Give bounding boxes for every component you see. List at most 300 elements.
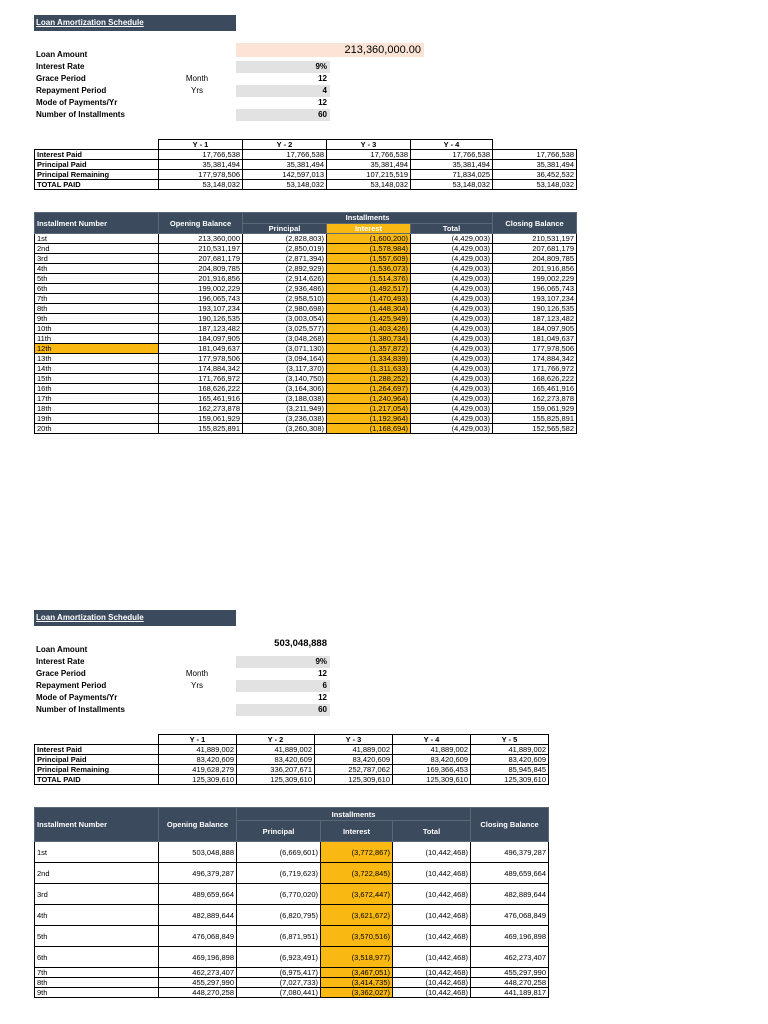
closing-balance-cell[interactable]: 201,916,856 bbox=[493, 264, 577, 274]
schedule-row bbox=[35, 394, 577, 404]
schedule-row bbox=[35, 884, 549, 905]
closing-balance-cell[interactable]: 455,297,990 bbox=[471, 968, 549, 978]
interest-cell[interactable]: (1,514,376) bbox=[327, 274, 411, 284]
param-label: Grace Period bbox=[36, 74, 86, 83]
opening-balance-cell[interactable]: 162,273,878 bbox=[159, 404, 243, 414]
interest-cell[interactable]: (1,600,200) bbox=[327, 234, 411, 244]
schedule-row bbox=[35, 404, 577, 414]
installment-number-cell[interactable]: 1st bbox=[35, 842, 159, 863]
summary-cell[interactable]: 125,309,610 bbox=[315, 775, 393, 785]
opening-balance-cell[interactable]: 174,884,342 bbox=[159, 364, 243, 374]
total-cell[interactable]: (4,429,003) bbox=[411, 254, 493, 264]
total-cell[interactable]: (4,429,003) bbox=[411, 384, 493, 394]
summary-cell[interactable]: 17,766,538 bbox=[243, 150, 327, 160]
summary-year-header: Y - 5 bbox=[471, 735, 549, 745]
schedule-row bbox=[35, 264, 577, 274]
param-label: Interest Rate bbox=[36, 657, 85, 666]
summary-row bbox=[35, 180, 577, 190]
closing-balance-cell[interactable]: 174,884,342 bbox=[493, 354, 577, 364]
summary-year-header: Y - 4 bbox=[393, 735, 471, 745]
opening-balance-cell[interactable]: 496,379,287 bbox=[159, 863, 237, 884]
total-cell[interactable]: (4,429,003) bbox=[411, 334, 493, 344]
principal-cell[interactable]: (3,117,370) bbox=[243, 364, 327, 374]
installment-number-cell[interactable]: 16th bbox=[35, 384, 159, 394]
summary-cell[interactable]: 83,420,609 bbox=[315, 755, 393, 765]
closing-balance-cell[interactable]: 199,002,229 bbox=[493, 274, 577, 284]
installment-number-cell[interactable]: 8th bbox=[35, 978, 159, 988]
opening-balance-cell[interactable]: 193,107,234 bbox=[159, 304, 243, 314]
interest-cell[interactable]: (3,467,051) bbox=[321, 968, 393, 978]
installment-number-cell[interactable]: 13th bbox=[35, 354, 159, 364]
principal-cell[interactable]: (6,975,417) bbox=[237, 968, 321, 978]
total-cell[interactable]: (4,429,003) bbox=[411, 244, 493, 254]
principal-cell[interactable]: (2,850,019) bbox=[243, 244, 327, 254]
summary-cell[interactable]: 71,834,025 bbox=[411, 170, 493, 180]
principal-cell[interactable]: (3,048,268) bbox=[243, 334, 327, 344]
summary-row-label: Principal Paid bbox=[35, 755, 159, 765]
total-cell[interactable]: (4,429,003) bbox=[411, 354, 493, 364]
schedule-row bbox=[35, 274, 577, 284]
principal-cell[interactable]: (3,164,306) bbox=[243, 384, 327, 394]
col-closing-balance: Closing Balance bbox=[471, 808, 549, 842]
total-cell[interactable]: (4,429,003) bbox=[411, 424, 493, 434]
principal-cell[interactable]: (6,871,951) bbox=[237, 926, 321, 947]
installment-number-cell[interactable]: 7th bbox=[35, 294, 159, 304]
schedule-row bbox=[35, 384, 577, 394]
param-value-cell[interactable]: 9% bbox=[236, 656, 330, 668]
closing-balance-cell[interactable]: 441,189,817 bbox=[471, 988, 549, 998]
summary-row bbox=[35, 150, 577, 160]
principal-cell[interactable]: (3,003,054) bbox=[243, 314, 327, 324]
interest-cell[interactable]: (1,403,426) bbox=[327, 324, 411, 334]
installment-number-cell[interactable]: 10th bbox=[35, 324, 159, 334]
closing-balance-cell[interactable]: 462,273,407 bbox=[471, 947, 549, 968]
closing-balance-cell[interactable]: 171,766,972 bbox=[493, 364, 577, 374]
col-opening-balance: Opening Balance bbox=[159, 213, 243, 234]
schedule-row bbox=[35, 968, 549, 978]
summary-corner bbox=[35, 735, 159, 745]
summary-year-header: Y - 3 bbox=[327, 140, 411, 150]
principal-cell[interactable]: (3,071,130) bbox=[243, 344, 327, 354]
opening-balance-cell[interactable]: 482,889,644 bbox=[159, 905, 237, 926]
summary-row-label: TOTAL PAID bbox=[35, 775, 159, 785]
installment-number-cell[interactable]: 20th bbox=[35, 424, 159, 434]
summary-row-label: Interest Paid bbox=[35, 745, 159, 755]
summary-cell[interactable]: 107,215,519 bbox=[327, 170, 411, 180]
summary-row bbox=[35, 170, 577, 180]
total-cell[interactable]: (10,442,468) bbox=[393, 842, 471, 863]
summary-year-header: Y - 1 bbox=[159, 735, 237, 745]
installment-number-cell[interactable]: 1st bbox=[35, 234, 159, 244]
interest-cell[interactable]: (1,536,073) bbox=[327, 264, 411, 274]
schedule-row bbox=[35, 978, 549, 988]
param-value-cell[interactable]: 60 bbox=[236, 109, 330, 121]
param-value-cell[interactable]: 12 bbox=[318, 98, 327, 107]
summary-row-label: Interest Paid bbox=[35, 150, 159, 160]
interest-cell[interactable]: (1,578,984) bbox=[327, 244, 411, 254]
summary-cell[interactable]: 41,889,002 bbox=[237, 745, 315, 755]
principal-cell[interactable]: (6,719,623) bbox=[237, 863, 321, 884]
interest-cell[interactable]: (1,425,949) bbox=[327, 314, 411, 324]
interest-cell[interactable]: (1,448,304) bbox=[327, 304, 411, 314]
opening-balance-cell[interactable]: 207,681,179 bbox=[159, 254, 243, 264]
total-cell[interactable]: (10,442,468) bbox=[393, 968, 471, 978]
closing-balance-cell[interactable]: 489,659,664 bbox=[471, 863, 549, 884]
installment-number-cell[interactable]: 9th bbox=[35, 988, 159, 998]
installment-number-cell[interactable]: 4th bbox=[35, 905, 159, 926]
principal-cell[interactable]: (3,140,750) bbox=[243, 374, 327, 384]
closing-balance-cell[interactable]: 207,681,179 bbox=[493, 244, 577, 254]
installment-number-cell[interactable]: 3rd bbox=[35, 884, 159, 905]
principal-cell[interactable]: (3,094,164) bbox=[243, 354, 327, 364]
closing-balance-cell[interactable]: 193,107,234 bbox=[493, 294, 577, 304]
interest-cell[interactable]: (3,621,672) bbox=[321, 905, 393, 926]
principal-cell[interactable]: (2,828,803) bbox=[243, 234, 327, 244]
total-cell[interactable]: (4,429,003) bbox=[411, 394, 493, 404]
installment-schedule-table-1 bbox=[34, 212, 577, 434]
opening-balance-cell[interactable]: 213,360,000 bbox=[159, 234, 243, 244]
principal-cell[interactable]: (6,820,795) bbox=[237, 905, 321, 926]
summary-cell[interactable]: 17,766,538 bbox=[411, 150, 493, 160]
param-label: Number of Installments bbox=[36, 705, 125, 714]
summary-cell[interactable]: 35,381,494 bbox=[243, 160, 327, 170]
installment-number-cell[interactable]: 14th bbox=[35, 364, 159, 374]
installment-number-cell[interactable]: 19th bbox=[35, 414, 159, 424]
summary-cell[interactable]: 17,766,538 bbox=[327, 150, 411, 160]
interest-cell[interactable]: (1,217,054) bbox=[327, 404, 411, 414]
summary-cell[interactable]: 41,889,002 bbox=[159, 745, 237, 755]
interest-cell[interactable]: (1,311,633) bbox=[327, 364, 411, 374]
summary-cell[interactable]: 36,452,532 bbox=[493, 170, 577, 180]
schedule-title-2: Loan Amortization Schedule bbox=[34, 610, 236, 626]
total-cell[interactable]: (10,442,468) bbox=[393, 905, 471, 926]
opening-balance-cell[interactable]: 168,626,222 bbox=[159, 384, 243, 394]
installment-number-cell[interactable]: 2nd bbox=[35, 863, 159, 884]
total-cell[interactable]: (4,429,003) bbox=[411, 314, 493, 324]
param-label: Mode of Payments/Yr bbox=[36, 693, 118, 702]
interest-cell[interactable]: (1,192,964) bbox=[327, 414, 411, 424]
schedule-row bbox=[35, 842, 549, 863]
summary-row bbox=[35, 160, 577, 170]
summary-row bbox=[35, 745, 549, 755]
total-cell[interactable]: (10,442,468) bbox=[393, 947, 471, 968]
param-label: Grace Period bbox=[36, 669, 86, 678]
opening-balance-cell[interactable]: 159,061,929 bbox=[159, 414, 243, 424]
schedule-title-1: Loan Amortization Schedule bbox=[34, 15, 236, 31]
col-installments-group: Installments bbox=[243, 213, 493, 224]
principal-cell[interactable]: (3,025,577) bbox=[243, 324, 327, 334]
col-closing-balance: Closing Balance bbox=[493, 213, 577, 234]
total-cell[interactable]: (4,429,003) bbox=[411, 364, 493, 374]
interest-cell[interactable]: (1,334,839) bbox=[327, 354, 411, 364]
summary-year-header: Y - 2 bbox=[243, 140, 327, 150]
principal-cell[interactable]: (3,188,038) bbox=[243, 394, 327, 404]
total-cell[interactable]: (4,429,003) bbox=[411, 404, 493, 414]
summary-cell[interactable]: 41,889,002 bbox=[471, 745, 549, 755]
installment-number-cell[interactable]: 5th bbox=[35, 274, 159, 284]
total-cell[interactable]: (4,429,003) bbox=[411, 284, 493, 294]
closing-balance-cell[interactable]: 162,273,878 bbox=[493, 394, 577, 404]
opening-balance-cell[interactable]: 181,049,637 bbox=[159, 344, 243, 354]
opening-balance-cell[interactable]: 190,126,535 bbox=[159, 314, 243, 324]
principal-cell[interactable]: (3,236,038) bbox=[243, 414, 327, 424]
summary-cell[interactable]: 169,366,453 bbox=[393, 765, 471, 775]
opening-balance-cell[interactable]: 469,196,898 bbox=[159, 947, 237, 968]
summary-row bbox=[35, 765, 549, 775]
schedule-row bbox=[35, 354, 577, 364]
closing-balance-cell[interactable]: 204,809,785 bbox=[493, 254, 577, 264]
summary-row-label: Principal Paid bbox=[35, 160, 159, 170]
interest-cell[interactable]: (3,518,977) bbox=[321, 947, 393, 968]
installment-number-cell[interactable]: 2nd bbox=[35, 244, 159, 254]
param-value-cell[interactable]: 213,360,000.00 bbox=[236, 43, 424, 57]
principal-cell[interactable]: (7,027,733) bbox=[237, 978, 321, 988]
principal-cell[interactable]: (2,958,510) bbox=[243, 294, 327, 304]
param-unit: Yrs bbox=[191, 681, 203, 690]
opening-balance-cell[interactable]: 196,065,743 bbox=[159, 294, 243, 304]
opening-balance-cell[interactable]: 155,825,891 bbox=[159, 424, 243, 434]
summary-row-label: Principal Remaining bbox=[35, 170, 159, 180]
param-value-cell[interactable]: 12 bbox=[318, 669, 327, 678]
total-cell[interactable]: (10,442,468) bbox=[393, 863, 471, 884]
interest-cell[interactable]: (3,722,845) bbox=[321, 863, 393, 884]
col-installment-number: Installment Number bbox=[35, 808, 159, 842]
annual-summary-table-2 bbox=[34, 734, 549, 785]
interest-cell[interactable]: (1,557,609) bbox=[327, 254, 411, 264]
interest-cell[interactable]: (3,414,735) bbox=[321, 978, 393, 988]
col-installments-group: Installments bbox=[237, 808, 471, 821]
closing-balance-cell[interactable]: 152,565,582 bbox=[493, 424, 577, 434]
principal-cell[interactable]: (3,260,308) bbox=[243, 424, 327, 434]
summary-cell[interactable]: 125,309,610 bbox=[237, 775, 315, 785]
principal-cell[interactable]: (2,980,698) bbox=[243, 304, 327, 314]
param-unit: Month bbox=[185, 669, 209, 678]
schedule-row bbox=[35, 334, 577, 344]
schedule-row bbox=[35, 294, 577, 304]
summary-cell[interactable]: 177,978,506 bbox=[159, 170, 243, 180]
closing-balance-cell[interactable]: 496,379,287 bbox=[471, 842, 549, 863]
opening-balance-cell[interactable]: 476,068,849 bbox=[159, 926, 237, 947]
param-label: Number of Installments bbox=[36, 110, 125, 119]
opening-balance-cell[interactable]: 462,273,407 bbox=[159, 968, 237, 978]
opening-balance-cell[interactable]: 187,123,482 bbox=[159, 324, 243, 334]
total-cell[interactable]: (4,429,003) bbox=[411, 274, 493, 284]
summary-cell[interactable]: 53,148,032 bbox=[243, 180, 327, 190]
col-total: Total bbox=[393, 821, 471, 842]
summary-cell[interactable]: 83,420,609 bbox=[237, 755, 315, 765]
total-cell[interactable]: (4,429,003) bbox=[411, 304, 493, 314]
summary-row bbox=[35, 775, 549, 785]
schedule-row bbox=[35, 374, 577, 384]
installment-schedule-table-2 bbox=[34, 807, 549, 998]
closing-balance-cell[interactable]: 196,065,743 bbox=[493, 284, 577, 294]
principal-cell[interactable]: (2,871,394) bbox=[243, 254, 327, 264]
total-cell[interactable]: (4,429,003) bbox=[411, 264, 493, 274]
principal-cell[interactable]: (2,936,486) bbox=[243, 284, 327, 294]
summary-cell[interactable]: 53,148,032 bbox=[493, 180, 577, 190]
closing-balance-cell[interactable]: 184,097,905 bbox=[493, 324, 577, 334]
closing-balance-cell[interactable]: 165,461,916 bbox=[493, 384, 577, 394]
schedule-row bbox=[35, 324, 577, 334]
summary-cell[interactable]: 35,381,494 bbox=[327, 160, 411, 170]
col-installment-number: Installment Number bbox=[35, 213, 159, 234]
installment-number-cell[interactable]: 8th bbox=[35, 304, 159, 314]
closing-balance-cell[interactable]: 476,068,849 bbox=[471, 905, 549, 926]
summary-cell[interactable]: 35,381,494 bbox=[411, 160, 493, 170]
summary-row-label: Principal Remaining bbox=[35, 765, 159, 775]
col-opening-balance: Opening Balance bbox=[159, 808, 237, 842]
param-label: Mode of Payments/Yr bbox=[36, 98, 118, 107]
param-label: Loan Amount bbox=[36, 50, 88, 59]
summary-cell[interactable]: 41,889,002 bbox=[315, 745, 393, 755]
principal-cell[interactable]: (7,080,441) bbox=[237, 988, 321, 998]
closing-balance-cell[interactable]: 210,531,197 bbox=[493, 234, 577, 244]
installment-number-cell[interactable]: 15th bbox=[35, 374, 159, 384]
principal-cell[interactable]: (2,892,929) bbox=[243, 264, 327, 274]
schedule-row bbox=[35, 947, 549, 968]
schedule-row bbox=[35, 344, 577, 354]
param-value-cell[interactable]: 9% bbox=[236, 61, 330, 73]
total-cell[interactable]: (10,442,468) bbox=[393, 978, 471, 988]
summary-cell[interactable]: 83,420,609 bbox=[159, 755, 237, 765]
closing-balance-cell[interactable]: 177,978,506 bbox=[493, 344, 577, 354]
summary-cell[interactable]: 125,309,610 bbox=[393, 775, 471, 785]
col-total: Total bbox=[411, 223, 493, 234]
installment-number-cell[interactable]: 6th bbox=[35, 947, 159, 968]
closing-balance-cell[interactable]: 187,123,482 bbox=[493, 314, 577, 324]
total-cell[interactable]: (10,442,468) bbox=[393, 988, 471, 998]
total-cell[interactable]: (10,442,468) bbox=[393, 884, 471, 905]
interest-cell[interactable]: (1,357,872) bbox=[327, 344, 411, 354]
summary-cell[interactable]: 83,420,609 bbox=[393, 755, 471, 765]
principal-cell[interactable]: (6,770,020) bbox=[237, 884, 321, 905]
principal-cell[interactable]: (2,914,626) bbox=[243, 274, 327, 284]
interest-cell[interactable]: (3,772,867) bbox=[321, 842, 393, 863]
opening-balance-cell[interactable]: 210,531,197 bbox=[159, 244, 243, 254]
closing-balance-cell[interactable]: 469,196,898 bbox=[471, 926, 549, 947]
closing-balance-cell[interactable]: 155,825,891 bbox=[493, 414, 577, 424]
interest-cell[interactable]: (3,362,027) bbox=[321, 988, 393, 998]
interest-cell[interactable]: (1,264,697) bbox=[327, 384, 411, 394]
opening-balance-cell[interactable]: 204,809,785 bbox=[159, 264, 243, 274]
installment-number-cell[interactable]: 11th bbox=[35, 334, 159, 344]
summary-cell[interactable]: 53,148,032 bbox=[159, 180, 243, 190]
total-cell[interactable]: (4,429,003) bbox=[411, 234, 493, 244]
summary-year-header bbox=[493, 140, 577, 150]
interest-cell[interactable]: (1,240,964) bbox=[327, 394, 411, 404]
interest-cell[interactable]: (1,288,252) bbox=[327, 374, 411, 384]
opening-balance-cell[interactable]: 171,766,972 bbox=[159, 374, 243, 384]
summary-cell[interactable]: 85,945,845 bbox=[471, 765, 549, 775]
summary-cell[interactable]: 53,148,032 bbox=[411, 180, 493, 190]
opening-balance-cell[interactable]: 199,002,229 bbox=[159, 284, 243, 294]
interest-cell[interactable]: (1,380,734) bbox=[327, 334, 411, 344]
closing-balance-cell[interactable]: 168,626,222 bbox=[493, 374, 577, 384]
closing-balance-cell[interactable]: 448,270,258 bbox=[471, 978, 549, 988]
installment-number-cell[interactable]: 6th bbox=[35, 284, 159, 294]
summary-corner bbox=[35, 140, 159, 150]
opening-balance-cell[interactable]: 489,659,664 bbox=[159, 884, 237, 905]
param-value-cell[interactable]: 60 bbox=[236, 704, 330, 716]
summary-cell[interactable]: 35,381,494 bbox=[493, 160, 577, 170]
opening-balance-cell[interactable]: 503,048,888 bbox=[159, 842, 237, 863]
installment-number-cell[interactable]: 9th bbox=[35, 314, 159, 324]
total-cell[interactable]: (4,429,003) bbox=[411, 344, 493, 354]
closing-balance-cell[interactable]: 190,126,535 bbox=[493, 304, 577, 314]
summary-cell[interactable]: 35,381,494 bbox=[159, 160, 243, 170]
opening-balance-cell[interactable]: 201,916,856 bbox=[159, 274, 243, 284]
summary-cell[interactable]: 419,628,279 bbox=[159, 765, 237, 775]
closing-balance-cell[interactable]: 181,049,637 bbox=[493, 334, 577, 344]
installment-number-cell[interactable]: 4th bbox=[35, 264, 159, 274]
installment-number-cell[interactable]: 12th bbox=[35, 344, 159, 354]
installment-number-cell[interactable]: 18th bbox=[35, 404, 159, 414]
summary-cell[interactable]: 53,148,032 bbox=[327, 180, 411, 190]
principal-cell[interactable]: (6,669,601) bbox=[237, 842, 321, 863]
opening-balance-cell[interactable]: 448,270,258 bbox=[159, 988, 237, 998]
summary-cell[interactable]: 83,420,609 bbox=[471, 755, 549, 765]
closing-balance-cell[interactable]: 159,061,929 bbox=[493, 404, 577, 414]
param-value-cell[interactable]: 12 bbox=[318, 693, 327, 702]
schedule-row bbox=[35, 926, 549, 947]
installment-number-cell[interactable]: 7th bbox=[35, 968, 159, 978]
summary-year-header: Y - 4 bbox=[411, 140, 493, 150]
interest-cell[interactable]: (3,672,447) bbox=[321, 884, 393, 905]
col-interest: Interest bbox=[327, 223, 411, 234]
schedule-row bbox=[35, 863, 549, 884]
installment-number-cell[interactable]: 5th bbox=[35, 926, 159, 947]
summary-cell[interactable]: 142,597,013 bbox=[243, 170, 327, 180]
total-cell[interactable]: (4,429,003) bbox=[411, 294, 493, 304]
opening-balance-cell[interactable]: 165,461,916 bbox=[159, 394, 243, 404]
interest-cell[interactable]: (3,570,516) bbox=[321, 926, 393, 947]
summary-header-row bbox=[35, 140, 577, 150]
total-cell[interactable]: (4,429,003) bbox=[411, 374, 493, 384]
param-unit: Yrs bbox=[191, 86, 203, 95]
opening-balance-cell[interactable]: 177,978,506 bbox=[159, 354, 243, 364]
param-value-cell[interactable]: 503,048,888 bbox=[274, 638, 327, 649]
param-value-cell[interactable]: 12 bbox=[318, 74, 327, 83]
total-cell[interactable]: (4,429,003) bbox=[411, 414, 493, 424]
summary-cell[interactable]: 125,309,610 bbox=[159, 775, 237, 785]
summary-cell[interactable]: 252,787,062 bbox=[315, 765, 393, 775]
closing-balance-cell[interactable]: 482,889,644 bbox=[471, 884, 549, 905]
opening-balance-cell[interactable]: 455,297,990 bbox=[159, 978, 237, 988]
summary-cell[interactable]: 125,309,610 bbox=[471, 775, 549, 785]
opening-balance-cell[interactable]: 184,097,905 bbox=[159, 334, 243, 344]
interest-cell[interactable]: (1,492,517) bbox=[327, 284, 411, 294]
param-value-cell[interactable]: 4 bbox=[236, 85, 330, 97]
summary-cell[interactable]: 41,889,002 bbox=[393, 745, 471, 755]
summary-cell[interactable]: 17,766,538 bbox=[493, 150, 577, 160]
total-cell[interactable]: (10,442,468) bbox=[393, 926, 471, 947]
col-principal: Principal bbox=[237, 821, 321, 842]
principal-cell[interactable]: (3,211,949) bbox=[243, 404, 327, 414]
summary-cell[interactable]: 17,766,538 bbox=[159, 150, 243, 160]
interest-cell[interactable]: (1,470,493) bbox=[327, 294, 411, 304]
param-label: Loan Amount bbox=[36, 645, 88, 654]
total-cell[interactable]: (4,429,003) bbox=[411, 324, 493, 334]
schedule-row bbox=[35, 314, 577, 324]
principal-cell[interactable]: (6,923,491) bbox=[237, 947, 321, 968]
summary-cell[interactable]: 336,207,671 bbox=[237, 765, 315, 775]
installment-number-cell[interactable]: 3rd bbox=[35, 254, 159, 264]
interest-cell[interactable]: (1,168,694) bbox=[327, 424, 411, 434]
col-principal: Principal bbox=[243, 223, 327, 234]
installment-number-cell[interactable]: 17th bbox=[35, 394, 159, 404]
param-value-cell[interactable]: 6 bbox=[236, 680, 330, 692]
param-label: Repayment Period bbox=[36, 681, 107, 690]
